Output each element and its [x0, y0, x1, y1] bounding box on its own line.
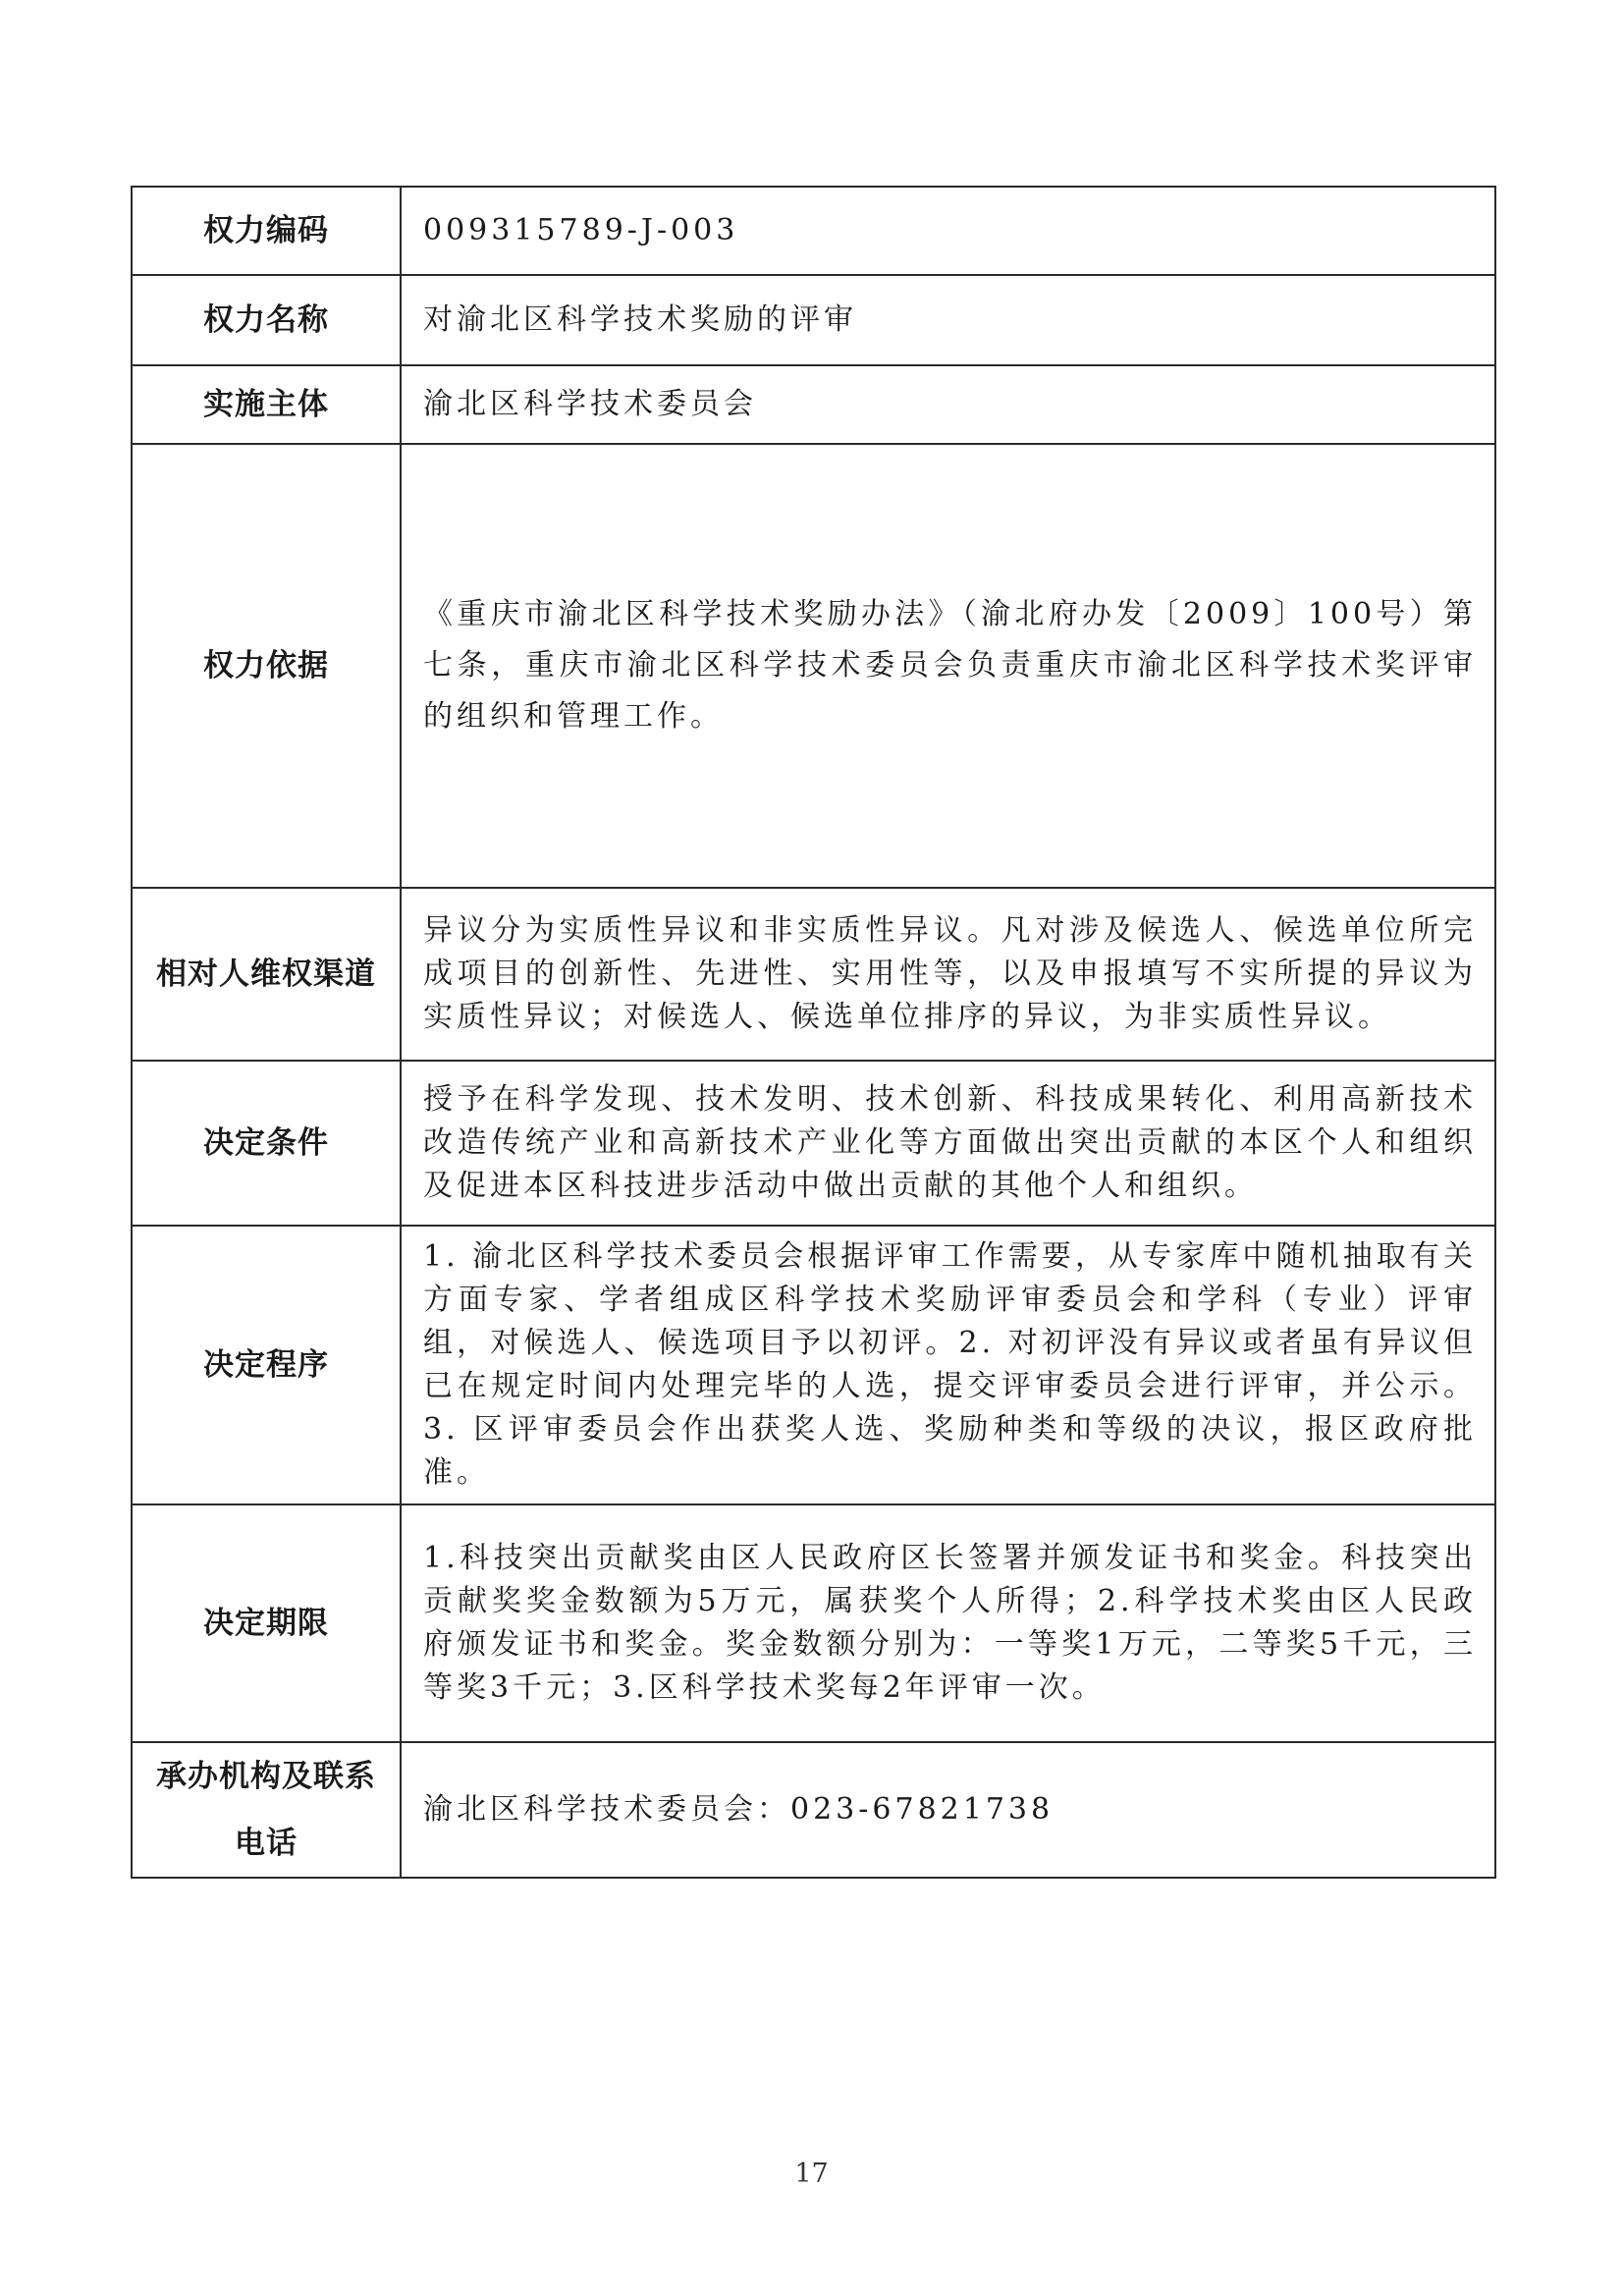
row-value: 授予在科学发现、技术发明、技术创新、科技成果转化、利用高新技术改造传统产业和高新技术产业化等方面做出突出贡献的本区个人和组织及促进本区科技进步活动中做出贡献的其他个人和组织。 [401, 1061, 1495, 1226]
row-label: 承办机构及联系电话 [132, 1742, 401, 1878]
row-value: 渝北区科学技术委员会：023-67821738 [401, 1742, 1495, 1878]
table-row [132, 187, 1495, 275]
row-label: 决定期限 [132, 1504, 401, 1742]
row-label: 权力名称 [132, 275, 401, 365]
page-number: 17 [794, 2159, 829, 2189]
row-value: 异议分为实质性异议和非实质性异议。凡对涉及候选人、候选单位所完成项目的创新性、先进性、实用性等，以及申报填写不实所提的异议为实质性异议；对候选人、候选单位排序的异议，为非实质性异议。 [401, 888, 1495, 1061]
table-row [132, 888, 1495, 1061]
table-row [132, 444, 1495, 888]
row-label: 决定条件 [132, 1061, 401, 1226]
row-label: 权力依据 [132, 444, 401, 888]
row-value: 009315789-J-003 [401, 187, 1495, 275]
table-row [132, 365, 1495, 444]
table-row [132, 1742, 1495, 1878]
row-label: 相对人维权渠道 [132, 888, 401, 1061]
row-value: 1. 渝北区科学技术委员会根据评审工作需要，从专家库中随机抽取有关方面专家、学者组成区科学技术奖励评审委员会和学科（专业）评审组，对候选人、候选项目予以初评。2. 对初评没有异议或者虽有异议但已在规定时间内处理完毕的人选，提交评审委员会进行评审，并公示。3. 区评审委员会作出获奖人选、奖励种类和等级的决议，报区政府批准。 [401, 1226, 1495, 1504]
row-label: 权力编码 [132, 187, 401, 275]
row-label: 决定程序 [132, 1226, 401, 1504]
row-value: 对渝北区科学技术奖励的评审 [401, 275, 1495, 365]
row-value: 《重庆市渝北区科学技术奖励办法》（渝北府办发〔2009〕100号）第七条，重庆市渝北区科学技术委员会负责重庆市渝北区科学技术奖评审的组织和管理工作。 [401, 444, 1495, 888]
table-row [132, 1504, 1495, 1742]
row-value: 渝北区科学技术委员会 [401, 365, 1495, 444]
table-row [132, 275, 1495, 365]
power-info-table [131, 186, 1496, 1879]
row-value: 1.科技突出贡献奖由区人民政府区长签署并颁发证书和奖金。科技突出贡献奖奖金数额为5万元，属获奖个人所得；2.科学技术奖由区人民政府颁发证书和奖金。奖金数额分别为：一等奖1万元，二等奖5千元，三等奖3千元；3.区科学技术奖每2年评审一次。 [401, 1504, 1495, 1742]
table-row [132, 1226, 1495, 1504]
table-row [132, 1061, 1495, 1226]
row-label: 实施主体 [132, 365, 401, 444]
